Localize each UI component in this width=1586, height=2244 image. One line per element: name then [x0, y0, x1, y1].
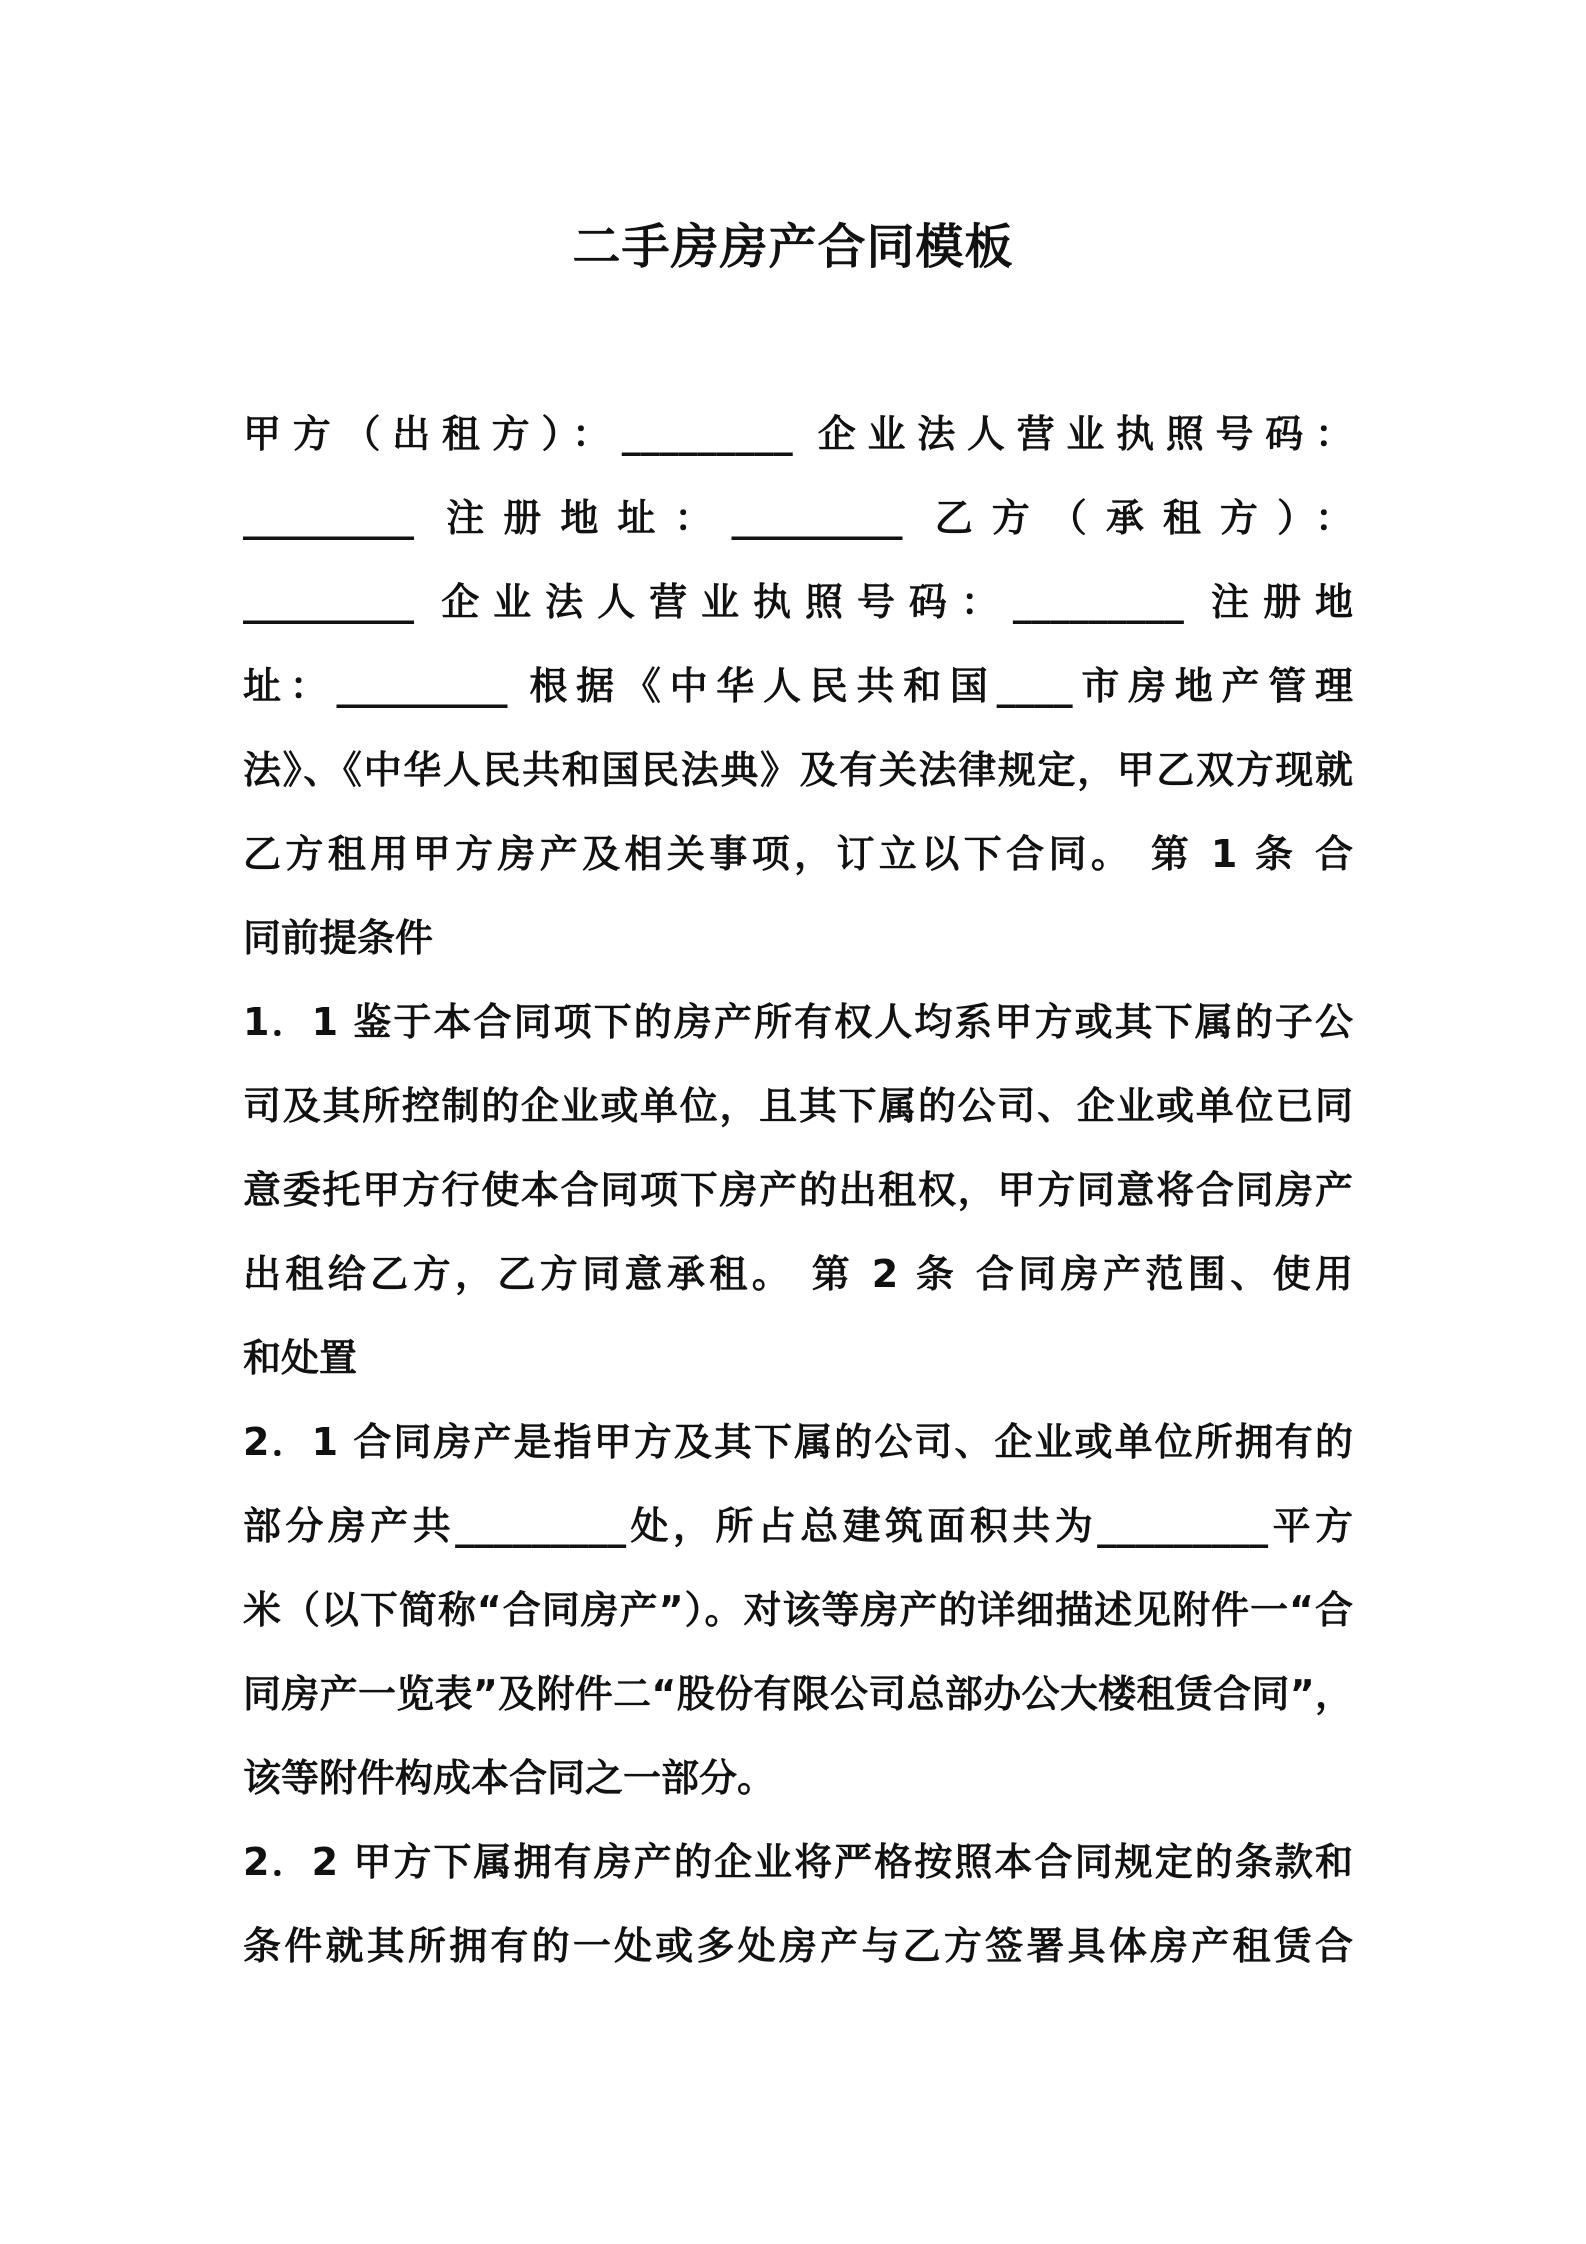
text-line: 和处置: [243, 1336, 358, 1380]
text-line: 出租给乙方，乙方同意承租。 第 2 条 合同房产范围、使用: [243, 1252, 1353, 1296]
text-line: 司及其所控制的企业或单位，且其下属的公司、企业或单位已同: [243, 1084, 1353, 1128]
text-line: 意委托甲方行使本合同项下房产的出租权，甲方同意将合同房产: [243, 1168, 1353, 1212]
text-line: 法》、《中华人民共和国民法典》及有关法律规定，甲乙双方现就: [243, 748, 1353, 792]
text-line: 米（以下简称“合同房产”）。对该等房产的详细描述见附件一“合: [243, 1588, 1353, 1632]
text-line: 甲方（出租方）：_________ 企业法人营业执照号码：: [243, 412, 1353, 456]
text-line: 该等附件构成本合同之一部分。: [243, 1756, 776, 1800]
document-title: 二手房房产合同模板: [572, 219, 1014, 275]
text-line: 2．1 合同房产是指甲方及其下属的公司、企业或单位所拥有的: [243, 1420, 1353, 1464]
text-line: _________ 注册地址：_________ 乙方（承租方）：: [243, 496, 1353, 540]
text-line: _________ 企业法人营业执照号码：_________ 注册地: [243, 580, 1353, 624]
text-line: 1．1 鉴于本合同项下的房产所有权人均系甲方或其下属的子公: [243, 1000, 1353, 1044]
text-line: 址：_________ 根据《中华人民共和国____市房地产管理: [243, 664, 1353, 708]
text-line: 部分房产共_________处，所占总建筑面积共为_________平方: [243, 1504, 1353, 1548]
text-line: 同房产一览表”及附件二“股份有限公司总部办公大楼租赁合同”，: [243, 1672, 1353, 1716]
text-line: 同前提条件: [243, 916, 434, 960]
text-line: 2．2 甲方下属拥有房产的企业将严格按照本合同规定的条款和: [243, 1840, 1353, 1884]
text-line: 条件就其所拥有的一处或多处房产与乙方签署具体房产租赁合: [243, 1924, 1353, 1968]
text-line: 乙方租用甲方房产及相关事项，订立以下合同。 第 1 条 合: [243, 832, 1353, 876]
